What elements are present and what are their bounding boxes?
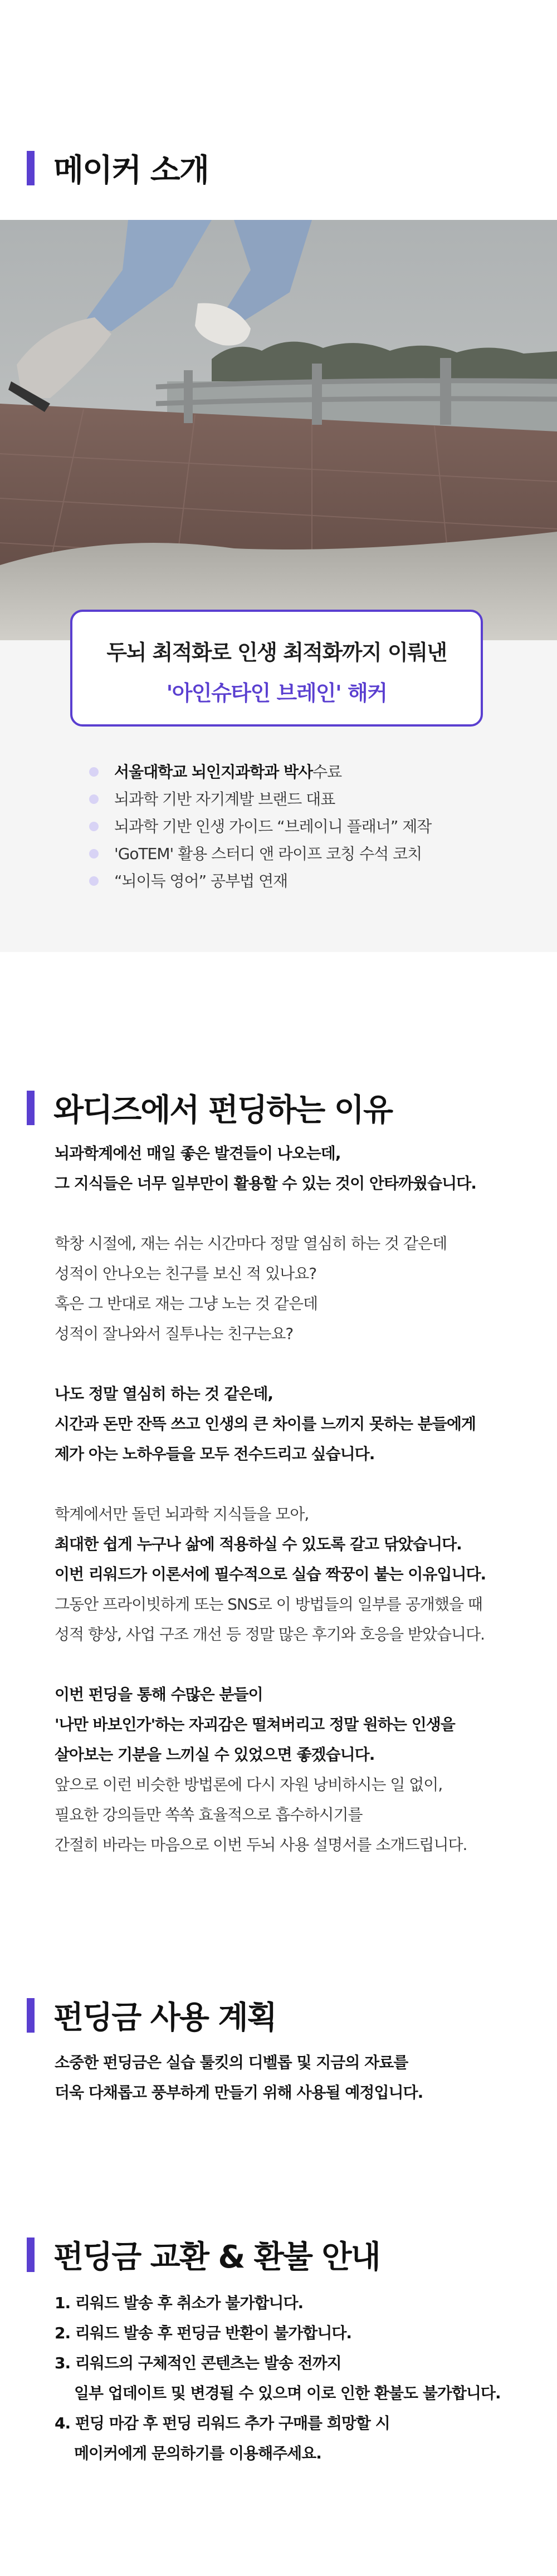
reason-body (55, 1139, 486, 1860)
list-item (89, 840, 431, 867)
credential-text: 수료 (312, 763, 342, 781)
plan-body (55, 2048, 423, 2108)
section-title-plan (27, 1993, 276, 2038)
list-item (89, 813, 431, 840)
section-heading: 와디즈에서 펀딩하는 이유 (53, 1092, 393, 1128)
maker-credentials-list (89, 758, 431, 895)
bullet-dot-icon (89, 822, 99, 831)
bullet-dot-icon (89, 849, 99, 858)
bullet-dot-icon (89, 876, 99, 886)
reason-line: 간절히 바라는 마음으로 이번 두뇌 사용 설명서를 소개드립니다. (55, 1836, 467, 1854)
reason-line-gap (55, 1349, 486, 1379)
reason-line: 학창 시절에, 재는 쉬는 시간마다 정말 열심히 하는 것 같은데 (55, 1234, 447, 1253)
reason-line: 최대한 쉽게 누구나 삶에 적용하실 수 있도록 갈고 닦았습니다. (55, 1535, 462, 1553)
section-title-reason (27, 1086, 392, 1130)
reason-line: 나도 정말 열심히 하는 것 같은데, (55, 1385, 273, 1403)
list-item (89, 758, 431, 786)
credential-text: 뇌과학 기반 자기계발 브랜드 대표 (114, 790, 335, 808)
section-title-refund (27, 2232, 380, 2277)
notice-line: 1. 리워드 발송 후 취소가 불가합니다. (55, 2294, 304, 2312)
reason-line: '나만 바보인가'하는 자괴감은 떨쳐버리고 정말 원하는 인생을 (55, 1715, 455, 1734)
title-accent-bar (27, 151, 35, 185)
title-accent-bar (27, 1091, 35, 1125)
maker-quote-card (70, 610, 483, 727)
plan-line: 더욱 다채롭고 풍부하게 만들기 위해 사용될 예정입니다. (55, 2083, 423, 2102)
section-heading: 펀딩금 교환 & 환불 안내 (53, 2239, 380, 2275)
title-accent-bar (27, 2238, 35, 2272)
reason-line: 뇌과학계에선 매일 좋은 발견들이 나오는데, (55, 1144, 341, 1162)
section-heading: 메이커 소개 (53, 153, 208, 189)
reason-line: 혹은 그 반대로 재는 그냥 노는 것 같은데 (55, 1294, 318, 1313)
bullet-dot-icon (89, 767, 99, 777)
credential-text: 'GoTEM' 활용 스터디 앤 라이프 코칭 수석 코치 (114, 845, 422, 863)
credential-strong: 서울대학교 뇌인지과학과 박사 (114, 763, 313, 781)
reason-line: 시간과 돈만 잔뜩 쓰고 인생의 큰 차이를 느끼지 못하는 분들에게 (55, 1415, 476, 1433)
notice-line: 4. 펀딩 마감 후 펀딩 리워드 추가 구매를 희망할 시 (55, 2414, 390, 2432)
notice-line: 메이커에게 문의하기를 이용해주세요. (55, 2444, 321, 2462)
credential-text: “뇌이득 영어” 공부법 연재 (114, 872, 288, 890)
section-heading: 펀딩금 사용 계획 (53, 2000, 276, 2036)
reason-line: 그 지식들은 너무 일부만이 활용할 수 있는 것이 안타까웠습니다. (55, 1174, 476, 1193)
credential-text: 뇌과학 기반 인생 가이드 “브레이니 플래너” 제작 (114, 817, 432, 836)
bullet-dot-icon (89, 794, 99, 804)
notice-line: 2. 리워드 발송 후 펀딩금 반환이 불가합니다. (55, 2324, 352, 2342)
reason-line: 앞으로 이런 비슷한 방법론에 다시 자원 낭비하시는 일 없이, (55, 1775, 443, 1794)
notice-line: 일부 업데이트 및 변경될 수 있으며 이로 인한 환불도 불가합니다. (55, 2384, 501, 2402)
reason-line: 필요한 강의들만 쏙쏙 효율적으로 흡수하시기를 (55, 1805, 363, 1824)
reason-line: 성적 향상, 사업 구조 개선 등 정말 많은 후기와 호응을 받았습니다. (55, 1625, 485, 1643)
plan-line: 소중한 펀딩금은 실습 툴킷의 디벨롭 및 지금의 자료를 (55, 2053, 408, 2072)
reason-line: 그동안 프라이빗하게 또는 SNS로 이 방법들의 일부를 공개했을 때 (55, 1595, 482, 1613)
refund-notice-list (55, 2288, 501, 2469)
reason-line-gap (55, 1199, 486, 1229)
reason-line-gap (55, 1469, 486, 1499)
reason-line: 학계에서만 돌던 뇌과학 지식들을 모아, (55, 1505, 309, 1523)
reason-line: 성적이 안나오는 친구를 보신 적 있나요? (55, 1264, 317, 1283)
reason-line: 이번 펀딩을 통해 수많은 분들이 (55, 1685, 263, 1704)
quote-line-1: 두뇌 최적화로 인생 최적화까지 이뤄낸 (106, 640, 447, 665)
reason-line: 이번 리워드가 이론서에 필수적으로 실습 짝꿍이 붙는 이유입니다. (55, 1565, 486, 1583)
quote-line-2: '아인슈타인 브레인' 해커 (166, 681, 387, 705)
reason-line: 성적이 잘나와서 질투나는 친구는요? (55, 1324, 294, 1343)
list-item (89, 786, 431, 813)
list-item (89, 867, 431, 895)
reason-line: 제가 아는 노하우들을 모두 전수드리고 싶습니다. (55, 1445, 375, 1463)
reason-line: 살아보는 기분을 느끼실 수 있었으면 좋겠습니다. (55, 1745, 375, 1764)
section-title-maker (27, 146, 208, 190)
maker-photo (0, 220, 557, 640)
notice-line: 3. 리워드의 구체적인 콘텐츠는 발송 전까지 (55, 2354, 341, 2372)
title-accent-bar (27, 1998, 35, 2033)
reason-line-gap (55, 1650, 486, 1680)
